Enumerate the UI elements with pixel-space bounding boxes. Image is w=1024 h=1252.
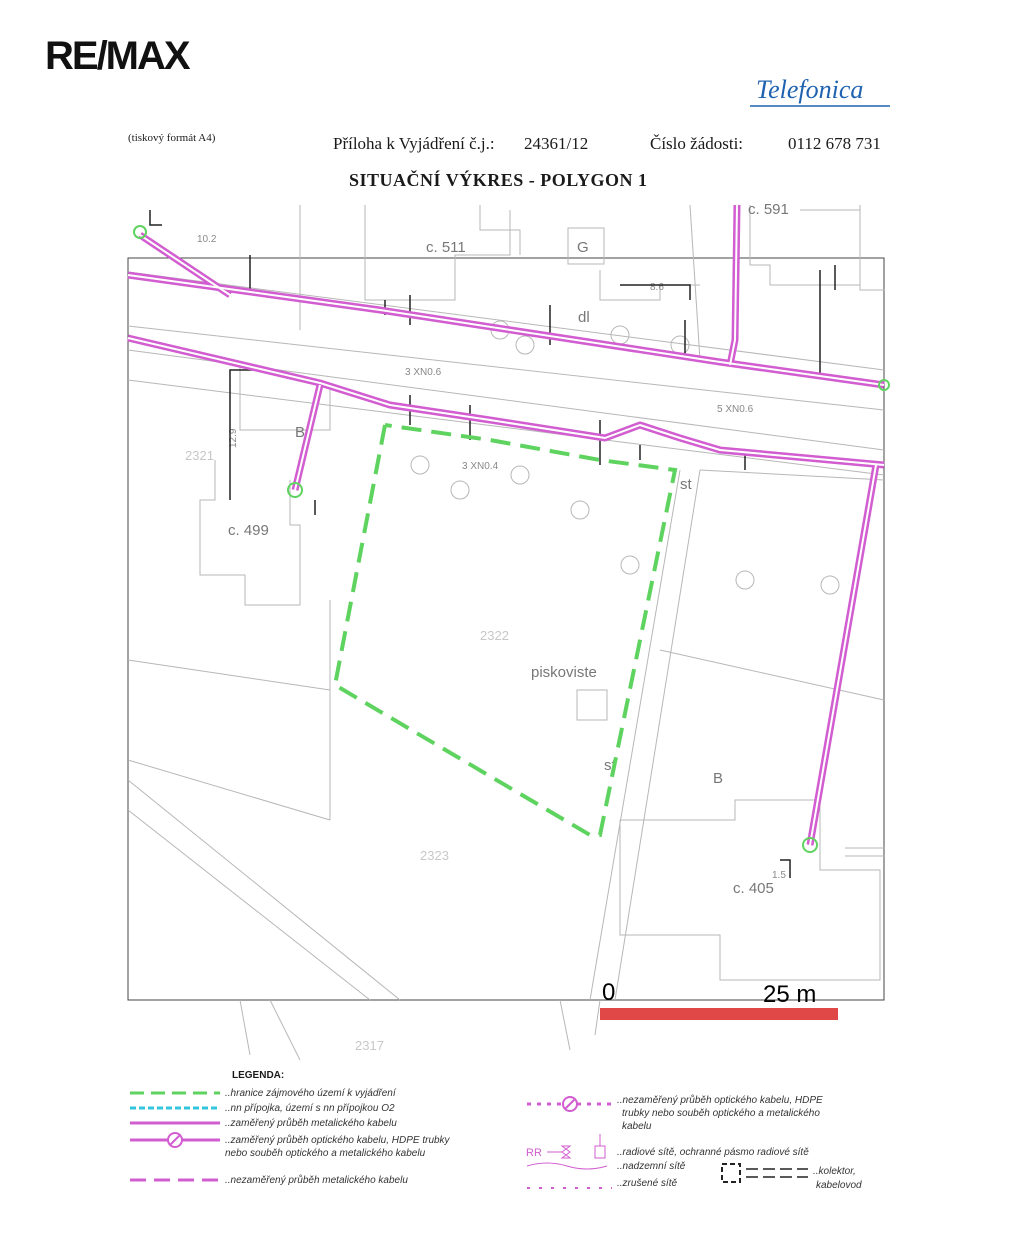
legend-item-4: ..zaměřený průběh optického kabelu, HDPE trubky [225,1135,450,1146]
legend-right-1b: trubky nebo souběh optického a metalického [622,1108,820,1119]
legend-right-2: ..radiové sítě, ochranné pásmo radiové sítě [617,1147,809,1158]
print-format: (tiskový formát A4) [128,132,216,144]
parcel-2317: 2317 [355,1038,384,1053]
building-c499: c. 499 [228,522,269,539]
dim-8-6: 8.6 [650,282,664,293]
dim-12-9: 12.9 [228,428,239,448]
legend-right-1c: kabelu [622,1121,652,1132]
label-b-2: B [713,770,724,787]
legend-collector-symbol [718,1160,813,1188]
request-number: 0112 678 731 [788,134,881,153]
cable-label-3xno6: 3 XN0.6 [405,367,442,378]
building-c591: c. 591 [748,201,789,218]
legend-item-5: ..nezaměřený průběh metalického kabelu [225,1175,408,1186]
building-c405: c. 405 [733,880,774,897]
reference-number: 24361/12 [524,134,589,153]
legend-symbols-left [125,1085,225,1195]
label-st-2: st [604,757,616,774]
telefonica-logo-text: Telefonica [756,75,864,104]
label-g: G [577,239,589,256]
legend-right-1: ..nezaměřený průběh optického kabelu, HDPE [617,1095,823,1106]
cable-label-3xno4: 3 XN0.4 [462,461,499,472]
legend-rr: RR [526,1147,542,1159]
parcel-2322: 2322 [480,628,509,643]
cable-label-5xno6: 5 XN0.6 [717,404,754,415]
legend-right-4: ..zrušené sítě [617,1178,678,1189]
legend-item-2: ..nn přípojka, území s nn přípojkou O2 [225,1103,395,1114]
building-c511: c. 511 [426,239,466,256]
label-dl: dl [578,309,590,326]
scale-start: 0 [602,979,616,1006]
legend-title: LEGENDA: [232,1070,285,1081]
label-b-1: B [295,424,306,441]
legend-item-4b: nebo souběh optického a metalického kabelu [225,1148,426,1159]
dim-10-2: 10.2 [197,234,217,245]
parcel-2323: 2323 [420,848,449,863]
situation-map [0,190,1024,1060]
dim-1-5: 1.5 [772,870,786,881]
request-label: Číslo žádosti: [650,134,744,153]
label-piskoviste: piskoviste [531,664,597,681]
parcel-2321: 2321 [185,448,214,463]
attachment-label: Příloha k Vyjádření č.j.: [333,134,495,153]
legend-right-3: ..nadzemní sítě [617,1161,686,1172]
scale-end: 25 m [763,981,817,1008]
legend-collector-b: kabelovod [816,1180,862,1191]
page-title: SITUAČNÍ VÝKRES - POLYGON 1 [349,170,648,190]
scale-bar [600,1008,838,1020]
remax-logo: RE/MAX [45,34,189,78]
legend-symbols-right [522,1088,617,1198]
legend-collector: ..kolektor, [813,1166,856,1177]
label-st-1: st [680,476,692,493]
legend-item-1: ..hranice zájmového území k vyjádření [225,1088,396,1099]
telefonica-logo [750,70,890,114]
legend-item-3: ..zaměřený průběh metalického kabelu [225,1118,397,1129]
